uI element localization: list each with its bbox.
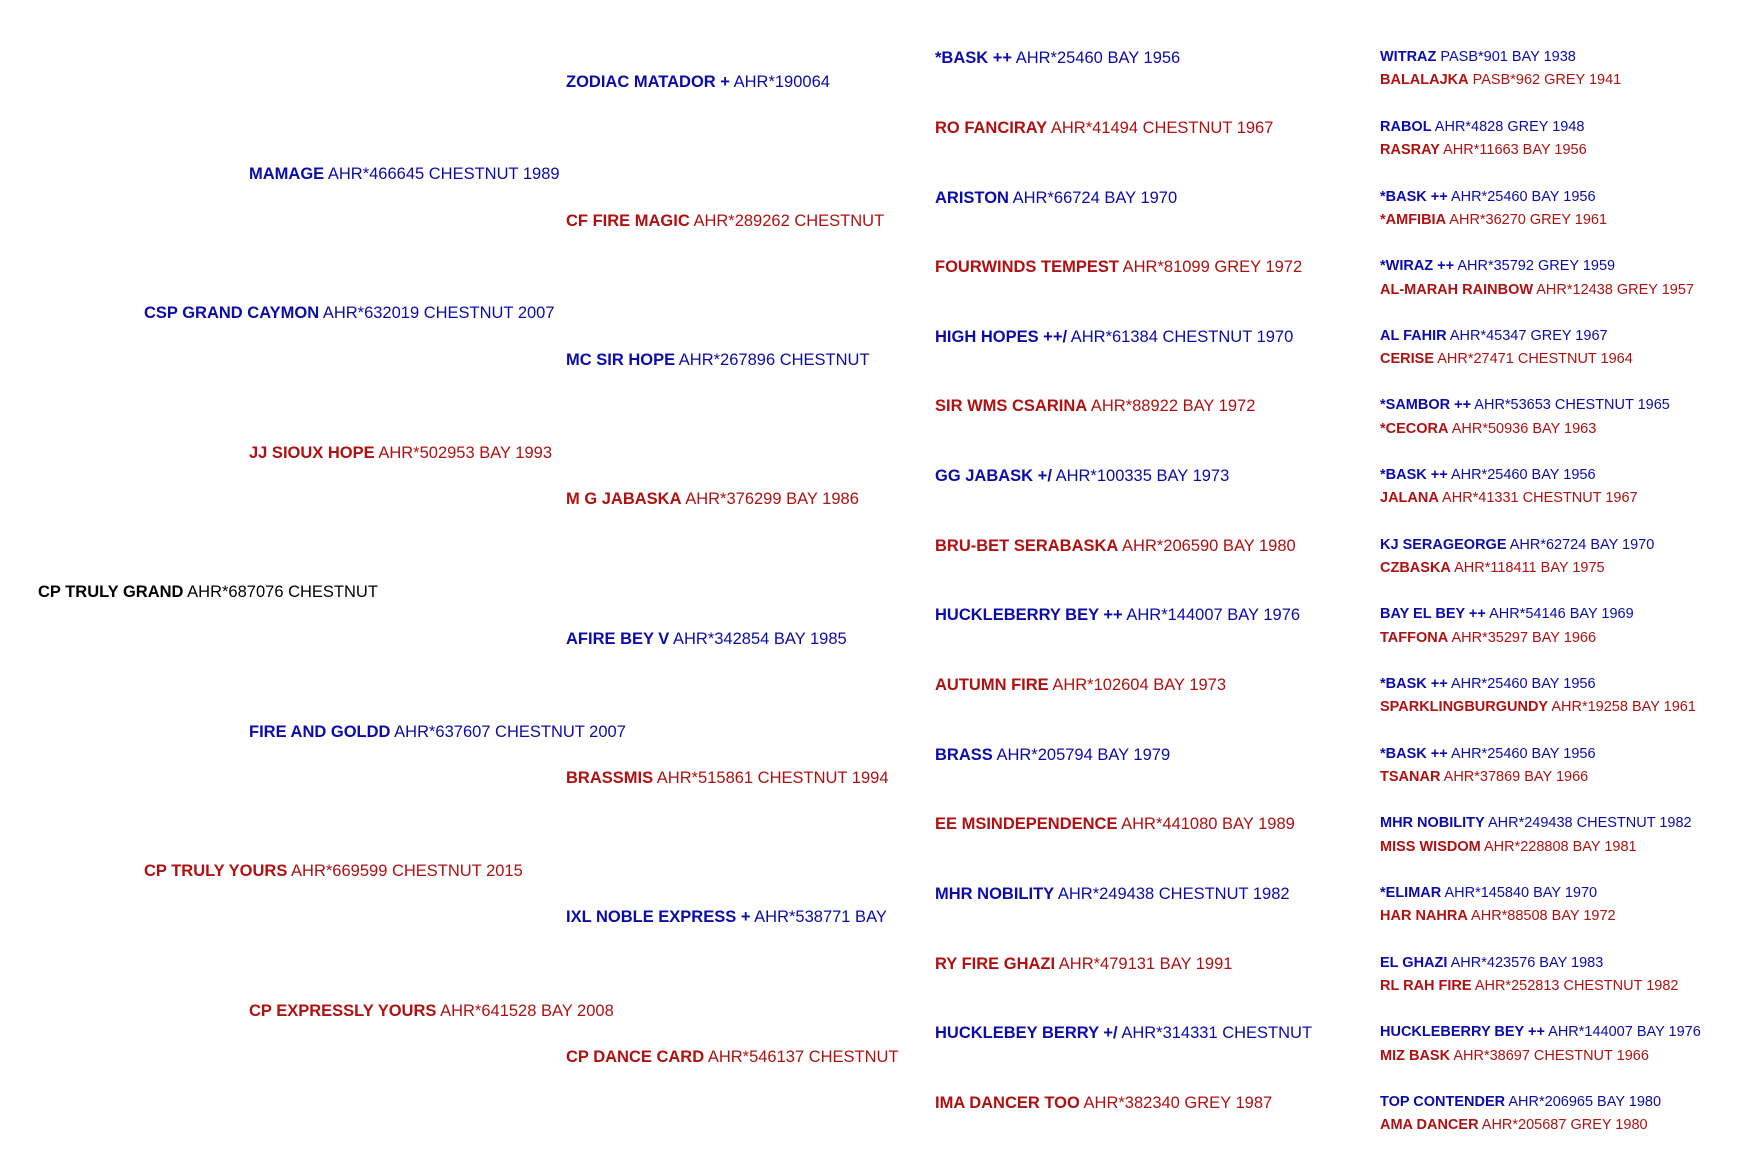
horse-name: *SAMBOR ++ [1380, 397, 1472, 413]
ancestor-gen5-horse [1380, 1095, 1661, 1110]
horse-name: BAY EL BEY ++ [1380, 606, 1486, 622]
horse-name: *BASK ++ [1380, 676, 1448, 692]
horse-registration: PASB*962 GREY 1941 [1472, 72, 1622, 88]
horse-name: BRASS [935, 746, 993, 764]
ancestor-gen5-horse [1380, 422, 1596, 437]
horse-registration: AHR*641528 BAY 2008 [440, 1002, 614, 1020]
ancestor-gen5-horse [1380, 538, 1654, 553]
ancestor-gen5-horse [1380, 747, 1596, 762]
horse-registration: AHR*289262 CHESTNUT [693, 212, 885, 230]
ancestor-gen5-horse [1380, 329, 1608, 344]
horse-registration: AHR*515861 CHESTNUT 1994 [656, 769, 889, 787]
horse-name: TOP CONTENDER [1380, 1094, 1506, 1110]
horse-name: CF FIRE MAGIC [566, 212, 690, 230]
grandparent-horse [249, 166, 560, 183]
great-grandparent-horse [566, 74, 830, 91]
ancestor-gen5-horse [1380, 886, 1597, 901]
horse-name: ARISTON [935, 189, 1009, 207]
great-grandparent-horse [566, 352, 870, 369]
horse-name: AL-MARAH RAINBOW [1380, 282, 1534, 298]
great-grandparent-horse [566, 770, 889, 787]
horse-registration: AHR*466645 CHESTNUT 1989 [327, 165, 560, 183]
horse-registration: AHR*538771 BAY [754, 908, 887, 926]
horse-name: AL FAHIR [1380, 328, 1447, 344]
horse-name: CP TRULY YOURS [144, 862, 288, 880]
horse-name: GG JABASK +/ [935, 467, 1052, 485]
ancestor-gen5-horse [1380, 677, 1596, 692]
ancestor-gen4-horse [935, 816, 1295, 833]
horse-name: SIR WMS CSARINA [935, 397, 1088, 415]
horse-registration: AHR*632019 CHESTNUT 2007 [322, 304, 555, 322]
horse-name: BRASSMIS [566, 769, 654, 787]
ancestor-gen5-horse [1380, 120, 1584, 135]
ancestor-gen5-horse [1380, 213, 1607, 228]
horse-name: *BASK ++ [1380, 746, 1448, 762]
horse-name: MC SIR HOPE [566, 351, 676, 369]
horse-name: HUCKLEBEY BERRY +/ [935, 1024, 1118, 1042]
ancestor-gen5-horse [1380, 979, 1678, 994]
horse-name: RL RAH FIRE [1380, 978, 1472, 994]
horse-registration: AHR*37869 BAY 1966 [1443, 769, 1589, 785]
horse-name: RABOL [1380, 119, 1432, 135]
great-grandparent-horse [566, 631, 847, 648]
horse-name: MAMAGE [249, 165, 325, 183]
horse-registration: AHR*687076 CHESTNUT [187, 583, 378, 601]
ancestor-gen5-horse [1380, 468, 1596, 483]
horse-registration: AHR*25460 BAY 1956 [1450, 467, 1596, 483]
horse-name: CSP GRAND CAYMON [144, 304, 320, 322]
horse-name: JJ SIOUX HOPE [249, 444, 375, 462]
horse-name: MIZ BASK [1380, 1048, 1451, 1064]
horse-registration: AHR*88922 BAY 1972 [1090, 397, 1256, 415]
horse-name: FOURWINDS TEMPEST [935, 258, 1119, 276]
ancestor-gen5-horse [1380, 956, 1603, 971]
ancestor-gen5-horse [1380, 143, 1587, 158]
horse-name: FIRE AND GOLDD [249, 723, 391, 741]
horse-registration: AHR*423576 BAY 1983 [1450, 955, 1604, 971]
horse-name: MHR NOBILITY [1380, 815, 1485, 831]
ancestor-gen5-horse [1380, 73, 1621, 88]
horse-registration: AHR*228808 BAY 1981 [1483, 839, 1637, 855]
ancestor-gen4-horse [935, 1095, 1272, 1112]
horse-name: HUCKLEBERRY BEY ++ [1380, 1024, 1545, 1040]
ancestor-gen5-horse [1380, 1049, 1649, 1064]
ancestor-gen5-horse [1380, 770, 1588, 785]
ancestor-gen4-horse [935, 398, 1255, 415]
horse-registration: AHR*25460 BAY 1956 [1015, 49, 1181, 67]
horse-name: WITRAZ [1380, 49, 1437, 65]
horse-registration: AHR*314331 CHESTNUT [1121, 1024, 1313, 1042]
horse-registration: AHR*88508 BAY 1972 [1471, 908, 1616, 924]
horse-registration: AHR*376299 BAY 1986 [685, 490, 859, 508]
ancestor-gen5-horse [1380, 283, 1694, 298]
horse-name: BALALAJKA [1380, 72, 1469, 88]
horse-name: AMA DANCER [1380, 1117, 1479, 1133]
horse-name: CP TRULY GRAND [38, 583, 184, 601]
horse-name: RY FIRE GHAZI [935, 955, 1056, 973]
horse-registration: AHR*669599 CHESTNUT 2015 [291, 862, 523, 880]
horse-name: CZBASKA [1380, 560, 1451, 576]
sire-horse [144, 305, 555, 322]
horse-name: BRU-BET SERABASKA [935, 537, 1119, 555]
horse-name: KJ SERAGEORGE [1380, 537, 1507, 553]
horse-registration: AHR*637607 CHESTNUT 2007 [394, 723, 626, 741]
horse-name: MISS WISDOM [1380, 839, 1481, 855]
horse-registration: AHR*50936 BAY 1963 [1451, 421, 1597, 437]
ancestor-gen5-horse [1380, 352, 1633, 367]
horse-registration: AHR*61384 CHESTNUT 1970 [1070, 328, 1294, 346]
horse-name: EL GHAZI [1380, 955, 1448, 971]
horse-name: *WIRAZ ++ [1380, 258, 1455, 274]
horse-registration: AHR*19258 BAY 1961 [1551, 699, 1696, 715]
great-grandparent-horse [566, 213, 884, 230]
ancestor-gen5-horse [1380, 631, 1596, 646]
horse-registration: AHR*267896 CHESTNUT [678, 351, 870, 369]
grandparent-horse [249, 1003, 614, 1020]
horse-registration: AHR*36270 GREY 1961 [1449, 212, 1608, 228]
horse-registration: AHR*35297 BAY 1966 [1451, 630, 1597, 646]
horse-name: *BASK ++ [1380, 189, 1448, 205]
horse-name: *CECORA [1380, 421, 1449, 437]
great-grandparent-horse [566, 909, 887, 926]
ancestor-gen5-horse [1380, 607, 1634, 622]
ancestor-gen4-horse [935, 468, 1229, 485]
horse-name: IXL NOBLE EXPRESS + [566, 908, 751, 926]
horse-registration: AHR*54146 BAY 1969 [1489, 606, 1634, 622]
horse-registration: AHR*27471 CHESTNUT 1964 [1437, 351, 1633, 367]
horse-registration: AHR*342854 BAY 1985 [673, 630, 847, 648]
ancestor-gen4-horse [935, 886, 1290, 903]
horse-registration: AHR*35792 GREY 1959 [1457, 258, 1616, 274]
grandparent-horse [249, 445, 552, 462]
horse-registration: AHR*382340 GREY 1987 [1083, 1094, 1273, 1112]
horse-registration: AHR*25460 BAY 1956 [1450, 189, 1596, 205]
ancestor-gen4-horse [935, 956, 1232, 973]
ancestor-gen5-horse [1380, 561, 1605, 576]
grandparent-horse [249, 724, 626, 741]
horse-registration: AHR*441080 BAY 1989 [1121, 815, 1295, 833]
ancestor-gen4-horse [935, 677, 1226, 694]
horse-registration: AHR*25460 BAY 1956 [1450, 676, 1596, 692]
horse-name: CP DANCE CARD [566, 1048, 705, 1066]
ancestor-gen4-horse [935, 607, 1300, 624]
horse-name: ZODIAC MATADOR + [566, 73, 730, 91]
horse-registration: AHR*102604 BAY 1973 [1052, 676, 1227, 694]
ancestor-gen4-horse [935, 190, 1177, 207]
ancestor-gen4-horse [935, 120, 1273, 137]
horse-name: MHR NOBILITY [935, 885, 1055, 903]
horse-registration: AHR*144007 BAY 1976 [1548, 1024, 1701, 1040]
ancestor-gen4-horse [935, 538, 1296, 555]
ancestor-gen5-horse [1380, 50, 1576, 65]
horse-registration: AHR*41494 CHESTNUT 1967 [1050, 119, 1274, 137]
horse-registration: AHR*53653 CHESTNUT 1965 [1474, 397, 1670, 413]
horse-name: *BASK ++ [1380, 467, 1448, 483]
horse-registration: AHR*144007 BAY 1976 [1126, 606, 1301, 624]
horse-name: *ELIMAR [1380, 885, 1442, 901]
ancestor-gen4-horse [935, 747, 1170, 764]
horse-name: TAFFONA [1380, 630, 1449, 646]
horse-registration: AHR*38697 CHESTNUT 1966 [1453, 1048, 1649, 1064]
ancestor-gen4-horse [935, 50, 1180, 67]
horse-name: SPARKLINGBURGUNDY [1380, 699, 1549, 715]
ancestor-gen5-horse [1380, 816, 1692, 831]
horse-name: EE MSINDEPENDENCE [935, 815, 1118, 833]
horse-registration: AHR*249438 CHESTNUT 1982 [1057, 885, 1290, 903]
horse-registration: AHR*41331 CHESTNUT 1967 [1442, 490, 1638, 506]
ancestor-gen5-horse [1380, 1118, 1648, 1133]
horse-registration: AHR*25460 BAY 1956 [1450, 746, 1596, 762]
horse-name: HIGH HOPES ++/ [935, 328, 1068, 346]
ancestor-gen4-horse [935, 259, 1302, 276]
great-grandparent-horse [566, 491, 859, 508]
horse-registration: AHR*81099 GREY 1972 [1122, 258, 1303, 276]
ancestor-gen5-horse [1380, 909, 1616, 924]
subject-horse [38, 584, 378, 601]
horse-registration: AHR*479131 BAY 1991 [1058, 955, 1233, 973]
ancestor-gen5-horse [1380, 259, 1615, 274]
ancestor-gen5-horse [1380, 190, 1596, 205]
horse-name: RASRAY [1380, 142, 1440, 158]
ancestor-gen5-horse [1380, 491, 1638, 506]
horse-name: *AMFIBIA [1380, 212, 1447, 228]
horse-registration: AHR*11663 BAY 1956 [1443, 142, 1587, 158]
horse-registration: AHR*66724 BAY 1970 [1012, 189, 1178, 207]
horse-registration: AHR*4828 GREY 1948 [1434, 119, 1585, 135]
horse-registration: AHR*205687 GREY 1980 [1481, 1117, 1648, 1133]
ancestor-gen4-horse [935, 329, 1293, 346]
horse-registration: AHR*190064 [733, 73, 830, 91]
horse-registration: PASB*901 BAY 1938 [1440, 49, 1576, 65]
horse-name: IMA DANCER TOO [935, 1094, 1080, 1112]
horse-name: HAR NAHRA [1380, 908, 1468, 924]
horse-name: AFIRE BEY V [566, 630, 670, 648]
horse-registration: AHR*206590 BAY 1980 [1122, 537, 1296, 555]
horse-registration: AHR*205794 BAY 1979 [996, 746, 1171, 764]
horse-registration: AHR*502953 BAY 1993 [378, 444, 553, 462]
horse-name: CP EXPRESSLY YOURS [249, 1002, 437, 1020]
horse-name: *BASK ++ [935, 49, 1013, 67]
ancestor-gen5-horse [1380, 700, 1696, 715]
horse-name: TSANAR [1380, 769, 1441, 785]
horse-registration: AHR*12438 GREY 1957 [1536, 282, 1694, 298]
ancestor-gen4-horse [935, 1025, 1312, 1042]
ancestor-gen5-horse [1380, 1025, 1701, 1040]
horse-name: M G JABASKA [566, 490, 682, 508]
horse-name: RO FANCIRAY [935, 119, 1048, 137]
horse-registration: AHR*249438 CHESTNUT 1982 [1487, 815, 1692, 831]
horse-registration: AHR*118411 BAY 1975 [1454, 560, 1605, 576]
ancestor-gen5-horse [1380, 840, 1637, 855]
horse-registration: AHR*546137 CHESTNUT [707, 1048, 899, 1066]
horse-registration: AHR*62724 BAY 1970 [1509, 537, 1655, 553]
horse-name: CERISE [1380, 351, 1434, 367]
horse-registration: AHR*145840 BAY 1970 [1444, 885, 1598, 901]
horse-registration: AHR*100335 BAY 1973 [1055, 467, 1230, 485]
horse-name: HUCKLEBERRY BEY ++ [935, 606, 1123, 624]
ancestor-gen5-horse [1380, 398, 1670, 413]
horse-name: AUTUMN FIRE [935, 676, 1049, 694]
horse-registration: AHR*252813 CHESTNUT 1982 [1474, 978, 1679, 994]
dam-horse [144, 863, 523, 880]
horse-registration: AHR*45347 GREY 1967 [1449, 328, 1608, 344]
horse-name: JALANA [1380, 490, 1439, 506]
great-grandparent-horse [566, 1049, 899, 1066]
horse-registration: AHR*206965 BAY 1980 [1508, 1094, 1662, 1110]
